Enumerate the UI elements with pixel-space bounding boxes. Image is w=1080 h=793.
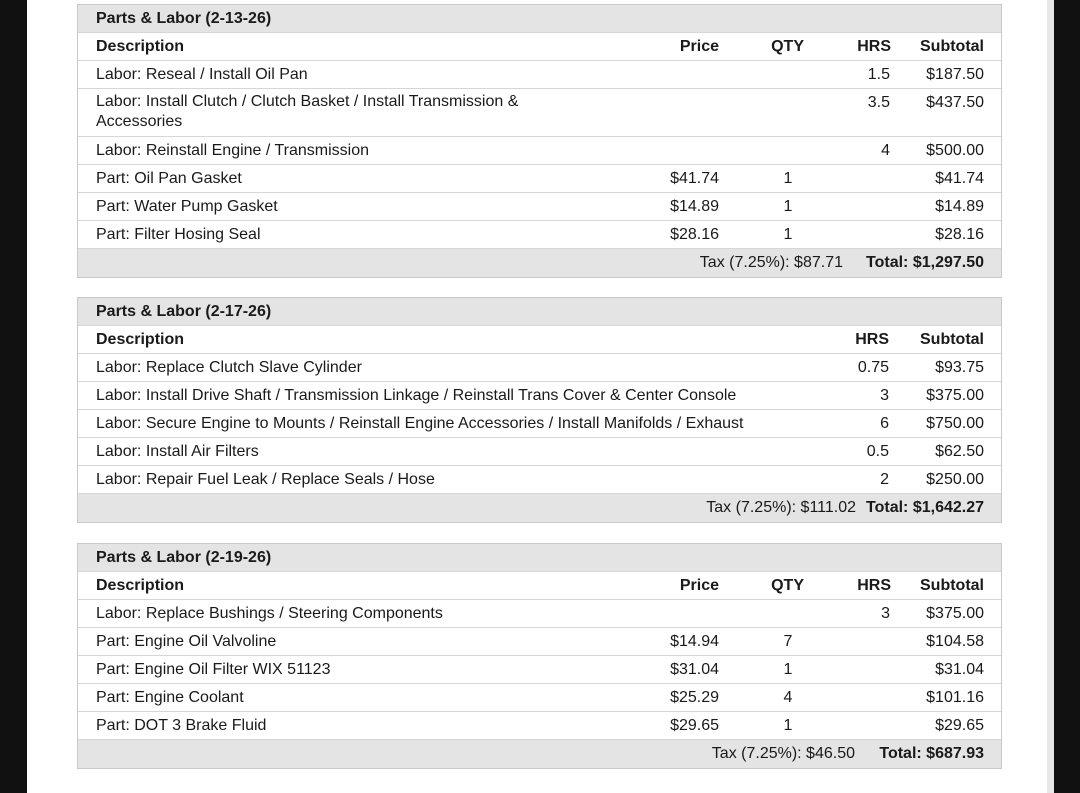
- section-title-row: [78, 5, 1001, 33]
- row-hrs: 0.75: [857, 359, 889, 376]
- table-row: [78, 165, 1001, 193]
- table-row: [78, 221, 1001, 249]
- row-subtotal: $187.50: [926, 66, 984, 83]
- row-subtotal: $93.75: [935, 359, 984, 376]
- row-description: Labor: Reseal / Install Oil Pan: [96, 66, 308, 83]
- row-description: Part: Engine Coolant: [96, 689, 244, 706]
- col-description: Description: [96, 331, 185, 348]
- col-hrs: HRS: [857, 38, 891, 55]
- col-qty: QTY: [771, 577, 804, 594]
- row-description: Part: Engine Oil Filter WIX 51123: [96, 661, 331, 678]
- row-description: Labor: Install Clutch / Clutch Basket / Install Transmission & Accessories: [96, 93, 519, 130]
- table-row: [78, 628, 1001, 656]
- col-subtotal: Subtotal: [920, 577, 984, 594]
- row-qty: 1: [783, 661, 793, 678]
- row-subtotal: $41.74: [935, 170, 984, 187]
- row-hrs: 3: [880, 387, 889, 404]
- row-qty: 1: [783, 170, 793, 187]
- tax-amount: Tax (7.25%): $46.50: [711, 745, 855, 762]
- row-subtotal: $14.89: [935, 198, 984, 215]
- row-hrs: 3: [881, 605, 890, 622]
- row-subtotal: $375.00: [926, 605, 984, 622]
- table-row: [78, 382, 1001, 410]
- row-subtotal: $29.65: [935, 717, 984, 734]
- table-row: [78, 600, 1001, 628]
- row-hrs: 4: [881, 142, 890, 159]
- row-description: Part: Water Pump Gasket: [96, 198, 278, 215]
- row-price: $14.89: [670, 198, 719, 215]
- column-header-row: [78, 33, 1001, 61]
- col-hrs: HRS: [857, 577, 891, 594]
- row-price: $29.65: [670, 717, 719, 734]
- column-header-row: [78, 326, 1001, 354]
- col-description: Description: [96, 38, 185, 55]
- row-description: Labor: Repair Fuel Leak / Replace Seals / Hose: [96, 471, 435, 488]
- row-subtotal: $101.16: [926, 689, 984, 706]
- row-description: Part: Engine Oil Valvoline: [96, 633, 277, 650]
- table-row: [78, 410, 1001, 438]
- col-qty: QTY: [771, 38, 804, 55]
- row-description: Labor: Install Drive Shaft / Transmission Linkage / Reinstall Trans Cover & Center Console: [96, 387, 737, 404]
- section-title: Parts & Labor (2-17-26): [96, 303, 272, 320]
- section-title: Parts & Labor (2-13-26): [96, 10, 272, 27]
- column-header-row: [78, 572, 1001, 600]
- row-price: $31.04: [670, 661, 719, 678]
- totals-row: [78, 494, 1001, 522]
- row-hrs: 1.5: [867, 66, 890, 83]
- col-price: Price: [679, 38, 719, 55]
- row-description: Labor: Replace Clutch Slave Cylinder: [96, 359, 362, 376]
- left-edge-bar: [0, 0, 27, 793]
- row-qty: 7: [783, 633, 793, 650]
- totals-row: [78, 249, 1001, 277]
- total-amount: Total: $687.93: [879, 745, 984, 762]
- row-subtotal: $250.00: [926, 471, 984, 488]
- col-subtotal: Subtotal: [920, 38, 984, 55]
- table-row: [78, 712, 1001, 740]
- col-price: Price: [679, 577, 719, 594]
- row-subtotal: $750.00: [926, 415, 984, 432]
- tax-amount: Tax (7.25%): $111.02: [706, 499, 856, 516]
- section-title-row: [78, 544, 1001, 572]
- parts-labor-section-2: [77, 297, 1002, 523]
- col-subtotal: Subtotal: [920, 331, 984, 348]
- parts-labor-section-1: [77, 4, 1002, 278]
- section-title: Parts & Labor (2-19-26): [96, 549, 272, 566]
- total-amount: Total: $1,642.27: [866, 499, 984, 516]
- row-description: Part: Oil Pan Gasket: [96, 170, 242, 187]
- row-price: $28.16: [670, 226, 719, 243]
- table-row: [78, 89, 1001, 137]
- col-hrs: HRS: [855, 331, 889, 348]
- row-description: Part: DOT 3 Brake Fluid: [96, 717, 267, 734]
- row-subtotal: $437.50: [926, 94, 984, 111]
- row-price: $25.29: [670, 689, 719, 706]
- right-edge-bar: [1054, 0, 1080, 793]
- table-row: [78, 656, 1001, 684]
- table-row: [78, 466, 1001, 494]
- tax-amount: Tax (7.25%): $87.71: [699, 254, 843, 271]
- row-qty: 1: [783, 226, 793, 243]
- row-description: Labor: Secure Engine to Mounts / Reinstall Engine Accessories / Install Manifolds / Exhaust: [96, 415, 744, 432]
- row-subtotal: $62.50: [935, 443, 984, 460]
- table-row: [78, 61, 1001, 89]
- table-row: [78, 354, 1001, 382]
- row-description: Part: Filter Hosing Seal: [96, 226, 261, 243]
- row-subtotal: $28.16: [935, 226, 984, 243]
- row-subtotal: $375.00: [926, 387, 984, 404]
- parts-labor-section-3: [77, 543, 1002, 769]
- row-qty: 4: [783, 689, 793, 706]
- row-description: Labor: Replace Bushings / Steering Components: [96, 605, 443, 622]
- totals-row: [78, 740, 1001, 768]
- row-price: $41.74: [670, 170, 719, 187]
- row-description: Labor: Reinstall Engine / Transmission: [96, 142, 370, 159]
- row-hrs: 2: [880, 471, 889, 488]
- table-row: [78, 438, 1001, 466]
- col-description: Description: [96, 577, 185, 594]
- table-row: [78, 193, 1001, 221]
- row-hrs: 3.5: [867, 94, 890, 111]
- row-hrs: 6: [880, 415, 889, 432]
- total-amount: Total: $1,297.50: [866, 254, 984, 271]
- section-title-row: [78, 298, 1001, 326]
- row-subtotal: $104.58: [926, 633, 984, 650]
- row-hrs: 0.5: [866, 443, 889, 460]
- row-price: $14.94: [670, 633, 719, 650]
- row-subtotal: $31.04: [935, 661, 984, 678]
- row-qty: 1: [783, 717, 793, 734]
- table-row: [78, 684, 1001, 712]
- row-description: Labor: Install Air Filters: [96, 443, 259, 460]
- row-subtotal: $500.00: [926, 142, 984, 159]
- row-qty: 1: [783, 198, 793, 215]
- table-row: [78, 137, 1001, 165]
- scrollbar-track[interactable]: [1047, 0, 1054, 793]
